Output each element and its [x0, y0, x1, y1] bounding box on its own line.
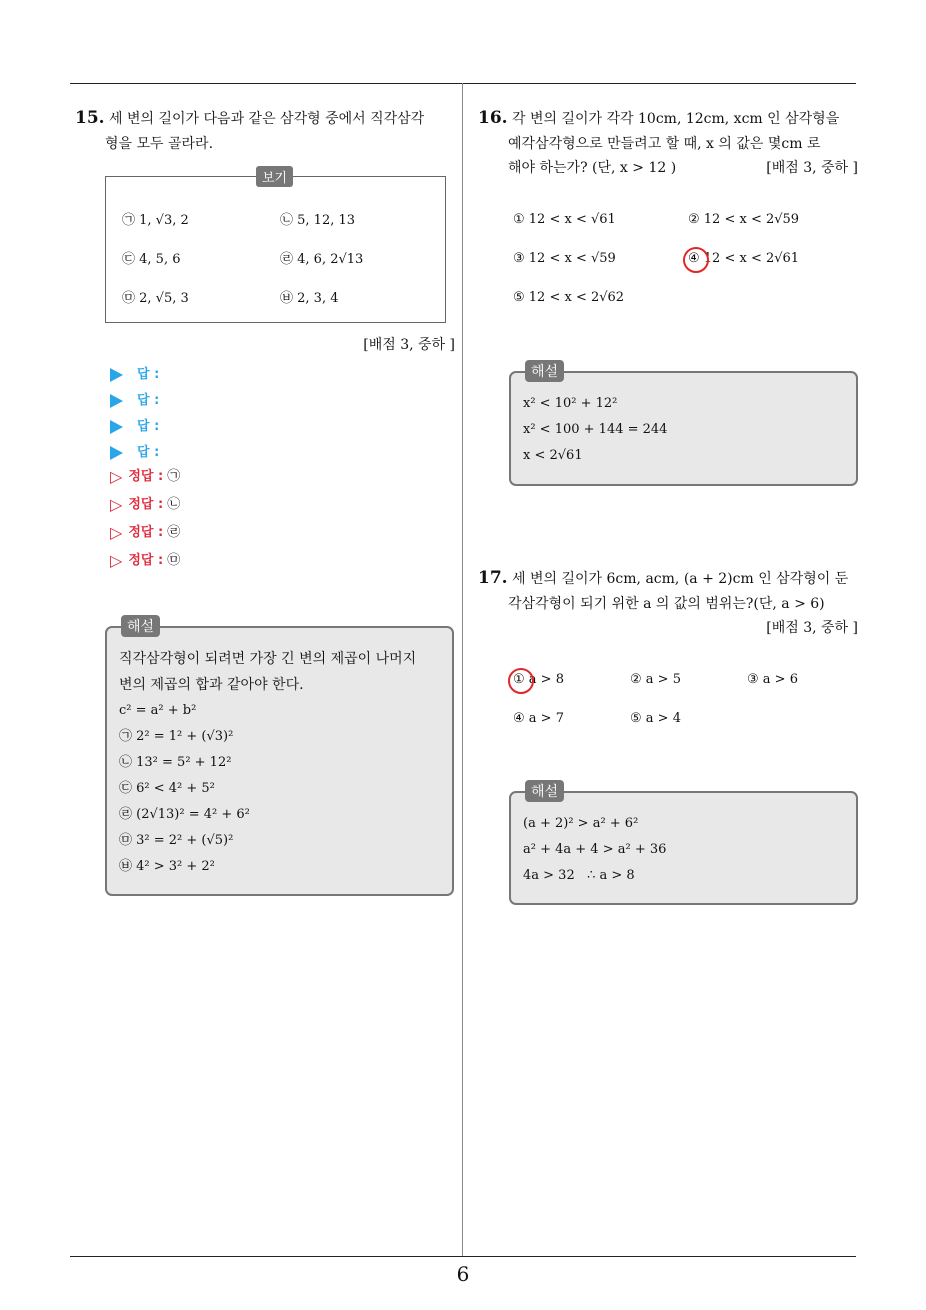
solution-line: a² + 4a + 4 > a² + 36: [523, 842, 667, 857]
solution-line: x < 2√61: [523, 448, 583, 463]
choice-3[interactable]: ③ a > 6: [747, 672, 798, 687]
solution-title: 해설: [525, 780, 564, 802]
play-icon: [110, 368, 123, 382]
choice-5[interactable]: ⑤ a > 4: [630, 711, 681, 726]
solution-title: 해설: [525, 360, 564, 382]
outline-triangle-icon: ▷: [110, 523, 123, 542]
correct-answer-line: ▷ 정답 : ㉤: [110, 551, 181, 570]
outline-triangle-icon: ▷: [110, 551, 123, 570]
play-icon: [110, 394, 123, 408]
bogi-item: ㉥ 2, 3, 4: [280, 291, 339, 306]
question-number: 15.: [75, 108, 105, 128]
question-text-line: 각 변의 길이가 각각 10cm, 12cm, xcm 인 삼각형을: [512, 111, 840, 127]
solution-box: [509, 784, 858, 905]
solution-line: ㉠ 2² = 1² + (√3)²: [119, 729, 234, 744]
solution-line: 4a > 32 ∴ a > 8: [523, 868, 635, 883]
solution-line: 변의 제곱의 합과 같아야 한다.: [119, 677, 304, 693]
question-text-line: 형을 모두 골라라.: [105, 136, 214, 152]
correct-answer-value: ㉤: [167, 553, 181, 568]
bogi-item: ㉣ 4, 6, 2√13: [280, 252, 364, 267]
correct-answer-line: ▷ 정답 : ㉣: [110, 523, 181, 542]
solution-line: ㉤ 3² = 2² + (√5)²: [119, 833, 234, 848]
question-16: [478, 105, 858, 180]
solution-line: x² < 10² + 12²: [523, 396, 618, 411]
column-divider: [462, 83, 463, 1256]
solution-line: ㉣ (2√13)² = 4² + 6²: [119, 807, 250, 822]
solution-line: 직각삼각형이 되려면 가장 긴 변의 제곱이 나머지: [119, 651, 417, 667]
question-15: [75, 105, 460, 156]
question-text-line: 각삼각형이 되기 위한 a 의 값의 범위는?(단, a > 6): [508, 596, 825, 612]
choice-3[interactable]: ③ 12 < x < √59: [513, 251, 616, 266]
answer-line: 답 :: [110, 441, 159, 460]
solution-line: x² < 100 + 144 = 244: [523, 422, 668, 437]
question-text-line: 세 변의 길이가 6cm, acm, (a + 2)cm 인 삼각형이 둔: [512, 571, 849, 587]
choice-2[interactable]: ② 12 < x < 2√59: [688, 212, 800, 227]
bottom-rule: [70, 1256, 856, 1257]
choice-2[interactable]: ② a > 5: [630, 672, 681, 687]
solution-line: ㉡ 13² = 5² + 12²: [119, 755, 232, 770]
choice-1[interactable]: ① 12 < x < √61: [513, 212, 616, 227]
solution-box: [105, 619, 454, 896]
bogi-item: ㉤ 2, √5, 3: [122, 291, 189, 306]
top-rule: [70, 83, 856, 84]
question-number: 17.: [478, 568, 508, 588]
correct-answer-value: ㉡: [167, 497, 181, 512]
question-text-line: 예각삼각형으로 만들려고 할 때, x 의 값은 몇cm 로: [508, 136, 821, 152]
choice-4[interactable]: ④ 12 < x < 2√61: [688, 251, 800, 266]
correct-answer-line: ▷ 정답 : ㉡: [110, 495, 181, 514]
score-label: [배점 3, 중하 ]: [766, 160, 858, 176]
bogi-item: ㉠ 1, √3, 2: [122, 213, 189, 228]
correct-answer-value: ㉣: [167, 525, 181, 540]
question-number: 16.: [478, 108, 508, 128]
question-17: [478, 565, 858, 640]
answer-circle-mark: [683, 247, 709, 273]
bogi-box: [105, 171, 446, 323]
correct-answer-value: ㉠: [167, 469, 181, 484]
solution-box: [509, 364, 858, 486]
answer-line: 답 :: [110, 415, 159, 434]
question-text-line: 해야 하는가? (단, x > 12 ) [배점 3, 중하 ]: [478, 156, 858, 180]
play-icon: [110, 420, 123, 434]
choice-5[interactable]: ⑤ 12 < x < 2√62: [513, 290, 625, 305]
answer-circle-mark: [508, 668, 534, 694]
answer-line: 답 :: [110, 389, 159, 408]
solution-line: ㉢ 6² < 4² + 5²: [119, 781, 215, 796]
choice-1[interactable]: ① a > 8: [513, 672, 564, 687]
outline-triangle-icon: ▷: [110, 495, 123, 514]
choice-4[interactable]: ④ a > 7: [513, 711, 564, 726]
solution-line: ㉥ 4² > 3² + 2²: [119, 859, 215, 874]
page-number: 6: [456, 1262, 470, 1286]
correct-answer-line: ▷ 정답 : ㉠: [110, 467, 181, 486]
play-icon: [110, 446, 123, 460]
answer-line: 답 :: [110, 363, 159, 382]
bogi-title: 보기: [256, 166, 293, 187]
solution-line: (a + 2)² > a² + 6²: [523, 816, 639, 831]
bogi-item: ㉢ 4, 5, 6: [122, 252, 181, 267]
solution-title: 해설: [121, 615, 160, 637]
bogi-item: ㉡ 5, 12, 13: [280, 213, 356, 228]
outline-triangle-icon: ▷: [110, 467, 123, 486]
score-label: [배점 3, 중하 ]: [363, 337, 455, 353]
question-text-line: 세 변의 길이가 다음과 같은 삼각형 중에서 직각삼각: [109, 111, 425, 127]
score-label: [배점 3, 중하 ]: [766, 620, 858, 636]
solution-line: c² = a² + b²: [119, 703, 197, 718]
